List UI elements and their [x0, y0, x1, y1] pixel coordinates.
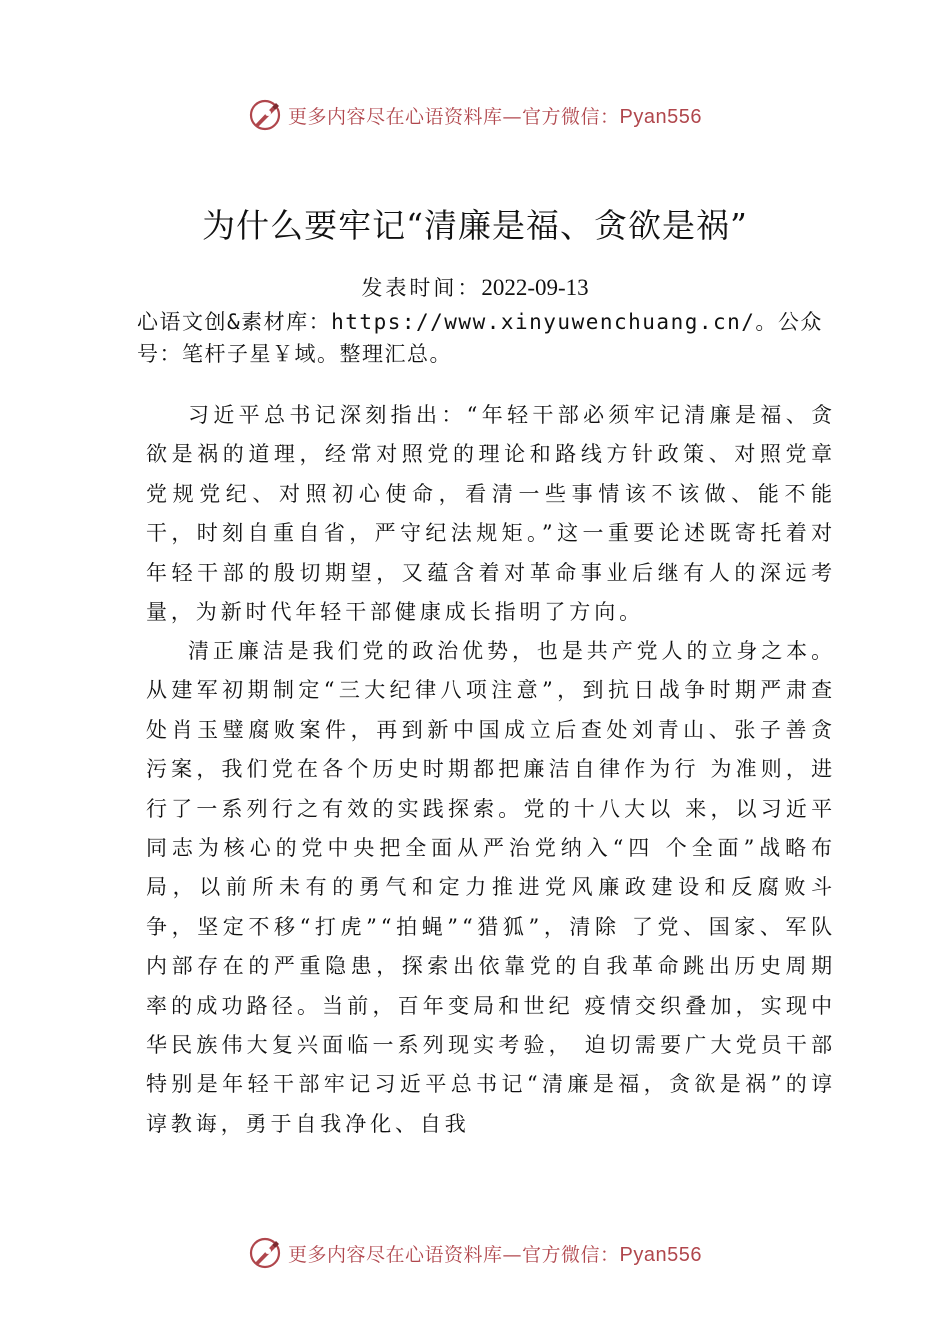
- wechat-id: Pyan556: [619, 1243, 702, 1266]
- pen-logo-icon: [248, 98, 282, 132]
- header-banner: [0, 95, 950, 135]
- publish-label: 发表时间：: [361, 276, 482, 300]
- banner-label: 更多内容尽在心语资料库—官方微信：: [288, 1243, 620, 1266]
- banner-label: 更多内容尽在心语资料库—官方微信：: [288, 105, 620, 128]
- publish-time: [0, 272, 950, 302]
- wechat-id: Pyan556: [619, 105, 702, 128]
- banner-text: [288, 102, 702, 129]
- publish-date: 2022-09-13: [481, 275, 589, 300]
- banner-text: [288, 1240, 702, 1267]
- pen-logo-icon: [248, 1236, 282, 1270]
- article-title: 为什么要牢记“清廉是福、贪欲是祸”: [202, 206, 748, 245]
- source-line: 心语文创&素材库：https://www.xinyuwenchuang.cn/。公众号：笔杆子星￥域。整理汇总。: [137, 310, 823, 366]
- paragraph-1: 习近平总书记深刻指出：“年轻干部必须牢记清廉是福、贪欲是祸的道理，经常对照党的理论和路线方针政策、对照党章党规党纪、对照初心使命，看清一些事情该不该做、能不能干，时刻自重自省，严守纪法规矩。”这一重要论述既寄托着对年轻干部的殷切期望，又蕴含着对革命事业后继有人的深远考量，为新时代年轻干部健康成长指明了方向。: [146, 403, 836, 625]
- paragraph-2: 清正廉洁是我们党的政治优势，也是共产党人的立身之本。从建军初期制定“三大纪律八项注意”，到抗日战争时期严肃查处肖玉璧腐败案件，再到新中国成立后查处刘青山、张子善贪污案，我们党在各个历史时期都把廉洁自律作为行 为准则，进行了一系列行之有效的实践探索。党的十八大以 来，以习近平同志为核心的党中央把全面从严治党纳入“四 个全面”战略布局，以前所未有的勇气和定力推进党风廉政建设和反腐败斗争，坚定不移“打虎”“拍蝇”“猎狐”，清除 了党、国家、军队内部存在的严重隐患，探索出依靠党的自我革命跳出历史周期率的成功路径。当前，百年变局和世纪 疫情交织叠加，实现中华民族伟大复兴面临一系列现实考验， 迫切需要广大党员干部特别是年轻干部牢记习近平总书记“清廉是福，贪欲是祸”的谆谆教诲，勇于自我净化、自我: [146, 639, 836, 1136]
- footer-banner: [0, 1233, 950, 1273]
